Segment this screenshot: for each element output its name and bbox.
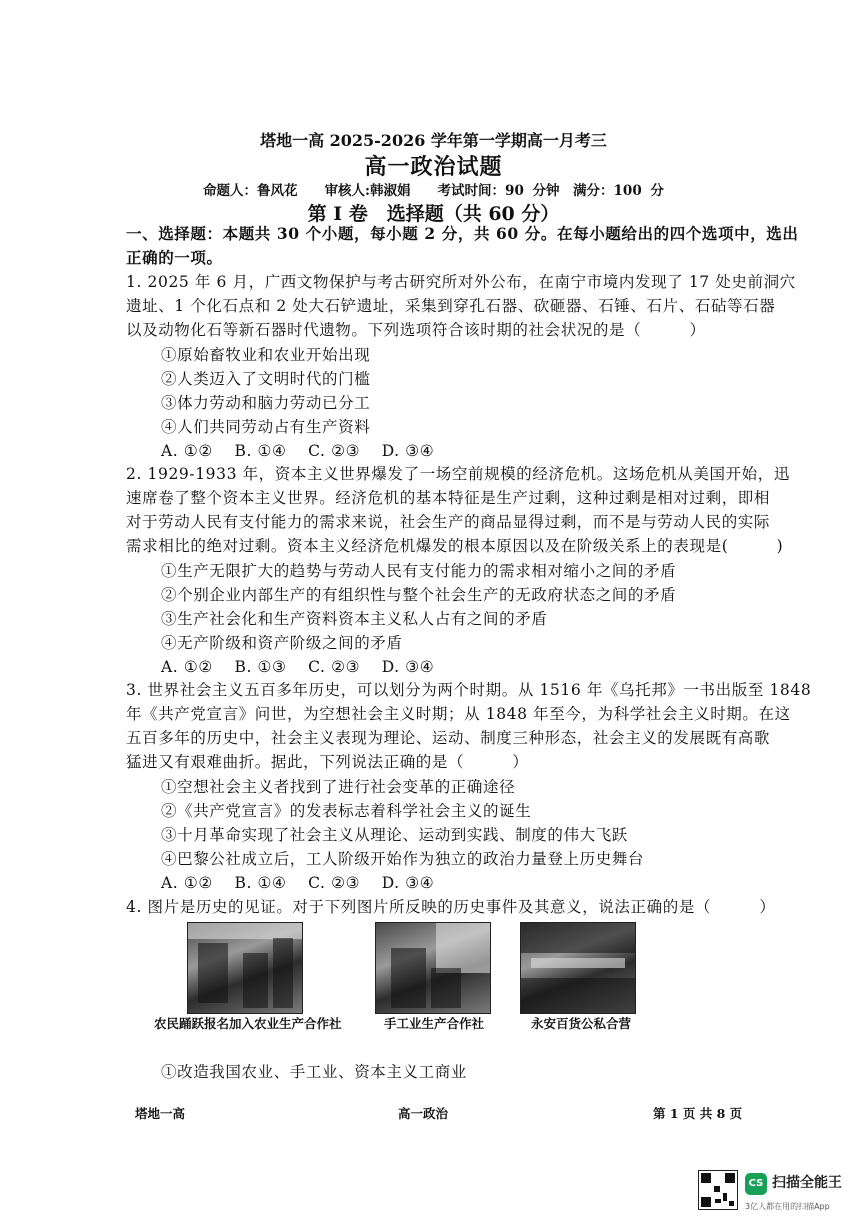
qr-code-icon <box>698 1170 738 1210</box>
photo-caption-2: 手工业生产合作社 <box>384 1016 485 1031</box>
question-3-line-3: 五百多年的历史中，社会主义表现为理论、运动、制度三种形态，社会主义的发展既有高歌 <box>126 729 771 747</box>
question-2-line-3: 对于劳动人民有支付能力的需求来说，社会生产的商品显得过剩，而不是与劳动人民的实际 <box>126 513 771 531</box>
camscanner-tagline: 3亿人都在用的扫描App <box>745 1202 830 1211</box>
question-2-item-4: ④无产阶级和资产阶级之间的矛盾 <box>161 634 403 652</box>
footer-page-number: 第 1 页 共 8 页 <box>653 1106 743 1121</box>
question-1-line-2: 遗址、1 个化石点和 2 处大石铲遗址，采集到穿孔石器、砍砸器、石锤、石片、石砧等石器 <box>126 297 776 315</box>
question-2-line-2: 速席卷了整个资本主义世界。经济危机的基本特征是生产过剩，这种过剩是相对过剩，即相 <box>126 489 771 507</box>
photo-wing-on-department-store <box>520 922 636 1014</box>
question-2-item-2: ②个别企业内部生产的有组织性与整个社会生产的无政府状态之间的矛盾 <box>161 586 677 604</box>
question-4-line-1: 4. 图片是历史的见证。对于下列图片所反映的历史事件及其意义，说法正确的是（ ） <box>126 898 776 916</box>
exam-meta: 命题人：鲁风花 审核人:韩淑娟 考试时间：90 分钟 满分：100 分 <box>203 183 664 199</box>
question-2-line-1: 2. 1929-1933 年，资本主义世界爆发了一场空前规模的经济危机。这场危机从美国开始，迅 <box>126 465 790 483</box>
question-2-choices: A. ①② B. ①③ C. ②③ D. ③④ <box>161 658 435 676</box>
question-3-line-4: 猛进又有艰难曲折。据此，下列说法正确的是（ ） <box>126 753 529 771</box>
question-1-item-2: ②人类迈入了文明时代的门槛 <box>161 370 371 388</box>
photo-handicraft-cooperative <box>375 922 491 1014</box>
question-1-item-1: ①原始畜牧业和农业开始出现 <box>161 346 371 364</box>
instructions-line-2: 正确的一项。 <box>126 248 223 267</box>
question-2-item-1: ①生产无限扩大的趋势与劳动人民有支付能力的需求相对缩小之间的矛盾 <box>161 562 677 580</box>
question-3-line-2: 年《共产党宣言》问世，为空想社会主义时期；从 1848 年至今，为科学社会主义时期。在这 <box>126 705 791 723</box>
camscanner-name: 扫描全能王 <box>772 1175 842 1191</box>
question-3-item-3: ③十月革命实现了社会主义从理论、运动到实践、制度的伟大飞跃 <box>161 826 628 844</box>
question-3-item-2: ②《共产党宣言》的发表标志着科学社会主义的诞生 <box>161 802 532 820</box>
question-3-item-1: ①空想社会主义者找到了进行社会变革的正确途径 <box>161 778 516 796</box>
question-2-item-3: ③生产社会化和生产资料资本主义私人占有之间的矛盾 <box>161 610 548 628</box>
camscanner-logo-icon: CS <box>745 1173 767 1195</box>
photo-farmers-cooperative <box>187 922 303 1014</box>
subject-title: 高一政治试题 <box>364 154 503 180</box>
photo-caption-3: 永安百货公私合营 <box>531 1016 632 1031</box>
footer-school: 塔地一高 <box>135 1106 186 1121</box>
question-1-item-4: ④人们共同劳动占有生产资料 <box>161 418 371 436</box>
question-1-item-3: ③体力劳动和脑力劳动已分工 <box>161 394 371 412</box>
question-1-choices: A. ①② B. ①④ C. ②③ D. ③④ <box>161 442 435 460</box>
exam-title: 塔地一高 2025-2026 学年第一学期高一月考三 <box>260 131 607 150</box>
question-3-item-4: ④巴黎公社成立后，工人阶级开始作为独立的政治力量登上历史舞台 <box>161 850 645 868</box>
question-3-choices: A. ①② B. ①④ C. ②③ D. ③④ <box>161 874 435 892</box>
footer-subject: 高一政治 <box>398 1106 449 1121</box>
section-title: 第 Ⅰ 卷 选择题（共 60 分） <box>307 203 560 225</box>
instructions-line-1: 一、选择题：本题共 30 个小题，每小题 2 分，共 60 分。在每小题给出的四个选项中，选出 <box>126 224 799 243</box>
question-4-item-1: ①改造我国农业、手工业、资本主义工商业 <box>161 1063 467 1081</box>
photo-caption-1: 农民踊跃报名加入农业生产合作社 <box>154 1016 342 1031</box>
question-2-line-4: 需求相比的绝对过剩。资本主义经济危机爆发的根本原因以及在阶级关系上的表现是( ) <box>126 537 784 555</box>
question-1-line-3: 以及动物化石等新石器时代遗物。下列选项符合该时期的社会状况的是（ ） <box>126 321 706 339</box>
question-1-line-1: 1. 2025 年 6 月，广西文物保护与考古研究所对外公布，在南宁市境内发现了 17 处史前洞穴 <box>126 273 796 291</box>
question-3-line-1: 3. 世界社会主义五百多年历史，可以划分为两个时期。从 1516 年《乌托邦》一书出版至 1848 <box>126 681 812 699</box>
